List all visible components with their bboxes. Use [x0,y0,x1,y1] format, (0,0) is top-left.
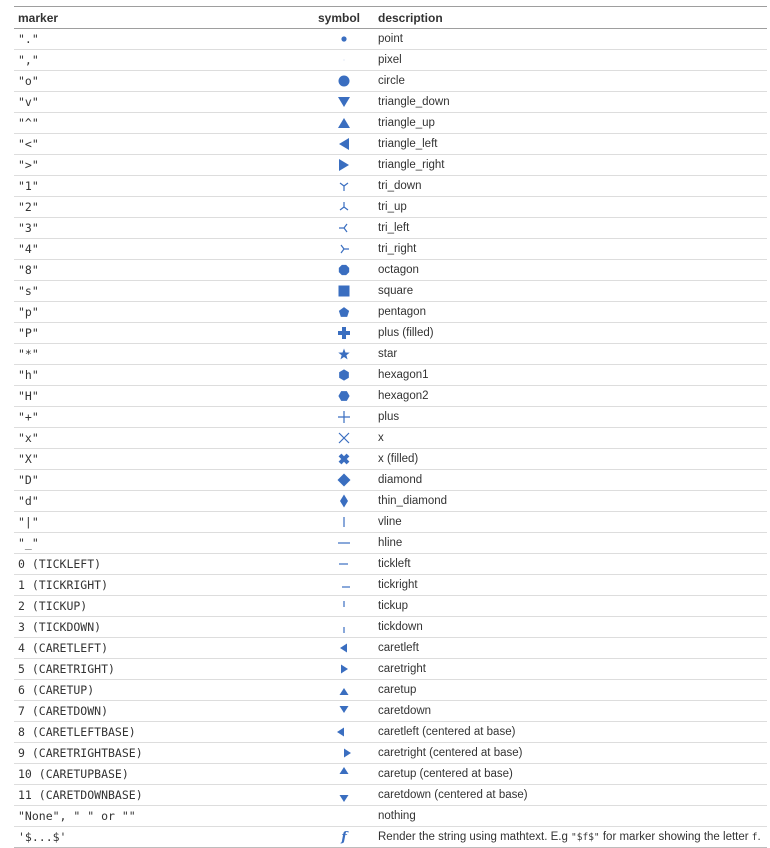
table-row [14,659,767,680]
marker-symbol [314,638,374,659]
thin-diamond-icon [336,493,352,509]
table-header-row [14,7,767,29]
marker-code: "_" [14,533,314,554]
table-row [14,638,767,659]
marker-symbol [314,386,374,407]
triangle-down-icon [336,94,352,110]
triangle-left-icon [336,136,352,152]
marker-code: 4 (CARETLEFT) [14,638,314,659]
tri-down-icon [336,178,352,194]
table-row [14,533,767,554]
diamond-icon [336,472,352,488]
table-row [14,260,767,281]
table-body [14,29,767,848]
table-row [14,302,767,323]
marker-code: "1" [14,176,314,197]
tri-right-icon [336,241,352,257]
marker-code: "d" [14,491,314,512]
marker-description: circle [374,71,767,92]
x-icon [336,430,352,446]
table-row [14,806,767,827]
marker-description: plus (filled) [374,323,767,344]
plus-icon [336,409,352,425]
marker-description: tickup [374,596,767,617]
triangle-up-icon [336,115,352,131]
marker-symbol [314,680,374,701]
marker-symbol [314,92,374,113]
table-row [14,92,767,113]
marker-symbol [314,344,374,365]
marker-code: 5 (CARETRIGHT) [14,659,314,680]
marker-symbol [314,218,374,239]
marker-code: "D" [14,470,314,491]
marker-description: caretright [374,659,767,680]
marker-code: 1 (TICKRIGHT) [14,575,314,596]
marker-description: point [374,29,767,50]
table-row [14,197,767,218]
table-row [14,491,767,512]
marker-description: star [374,344,767,365]
table-row [14,365,767,386]
marker-symbol [314,533,374,554]
marker-symbol [314,302,374,323]
marker-description: tri_left [374,218,767,239]
table-row [14,50,767,71]
plus-filled-icon [336,325,352,341]
marker-code: 11 (CARETDOWNBASE) [14,785,314,806]
table-row [14,512,767,533]
marker-description: caretdown (centered at base) [374,785,767,806]
marker-description: vline [374,512,767,533]
octagon-icon [336,262,352,278]
marker-description: pixel [374,50,767,71]
marker-description: thin_diamond [374,491,767,512]
marker-symbol [314,197,374,218]
marker-code: "H" [14,386,314,407]
marker-description: square [374,281,767,302]
caretup-icon [336,682,352,698]
marker-table [14,6,767,848]
marker-code: "o" [14,71,314,92]
marker-code: "|" [14,512,314,533]
marker-symbol [314,743,374,764]
marker-description: tri_down [374,176,767,197]
marker-code: "h" [14,365,314,386]
marker-description: octagon [374,260,767,281]
marker-code: "x" [14,428,314,449]
marker-description: hexagon1 [374,365,767,386]
marker-code: 7 (CARETDOWN) [14,701,314,722]
marker-code: "2" [14,197,314,218]
marker-symbol [314,239,374,260]
marker-description: triangle_right [374,155,767,176]
marker-code: "X" [14,449,314,470]
marker-code: 8 (CARETLEFTBASE) [14,722,314,743]
marker-code: "+" [14,407,314,428]
marker-symbol [314,827,374,848]
table-row [14,113,767,134]
marker-description: hline [374,533,767,554]
table-row [14,827,767,848]
marker-description: caretup (centered at base) [374,764,767,785]
table-row [14,323,767,344]
mathtext-f-icon: f [341,829,347,845]
star-icon [336,346,352,362]
point-marker-icon [336,31,352,47]
tickright-icon [336,577,352,593]
marker-symbol [314,785,374,806]
tri-left-icon [336,220,352,236]
marker-symbol [314,113,374,134]
marker-code: "<" [14,134,314,155]
table-row [14,701,767,722]
table-row [14,428,767,449]
circle-marker-icon [336,73,352,89]
description-text: . [757,831,761,843]
table-row [14,575,767,596]
header-marker: marker [14,7,314,29]
marker-description: diamond [374,470,767,491]
triangle-right-icon [336,157,352,173]
marker-symbol [314,491,374,512]
marker-description: tickleft [374,554,767,575]
marker-symbol [314,617,374,638]
marker-symbol [314,575,374,596]
marker-code: 2 (TICKUP) [14,596,314,617]
square-icon [336,283,352,299]
table-row [14,71,767,92]
table-row [14,764,767,785]
marker-code: "3" [14,218,314,239]
inline-code: "$f$" [571,832,600,843]
table-row [14,155,767,176]
marker-description: triangle_down [374,92,767,113]
marker-description: nothing [374,806,767,827]
marker-description: x (filled) [374,449,767,470]
hexagon1-icon [336,367,352,383]
marker-code: "*" [14,344,314,365]
marker-symbol [314,29,374,50]
marker-symbol [314,512,374,533]
marker-symbol [314,701,374,722]
marker-description: caretleft (centered at base) [374,722,767,743]
marker-description: caretleft [374,638,767,659]
table-row [14,134,767,155]
marker-description: caretdown [374,701,767,722]
hline-icon [336,535,352,551]
caretdown-base-icon [336,787,352,803]
marker-code: "4" [14,239,314,260]
x-filled-icon [336,451,352,467]
vline-icon [336,514,352,530]
marker-description: triangle_left [374,134,767,155]
marker-code: "P" [14,323,314,344]
marker-symbol [314,71,374,92]
marker-symbol [314,155,374,176]
marker-code: 0 (TICKLEFT) [14,554,314,575]
tickup-icon [336,598,352,614]
marker-code: "8" [14,260,314,281]
header-symbol: symbol [314,7,374,29]
tickleft-icon [336,556,352,572]
marker-symbol [314,470,374,491]
marker-code: "." [14,29,314,50]
marker-symbol [314,554,374,575]
table-row [14,722,767,743]
marker-description: tickright [374,575,767,596]
table-row [14,785,767,806]
tickdown-icon [336,619,352,635]
hexagon2-icon [336,388,352,404]
marker-symbol [314,407,374,428]
marker-symbol [314,134,374,155]
table-row [14,470,767,491]
header-description: description [374,7,767,29]
description-text: Render the string using mathtext. E.g [378,831,572,843]
table-row [14,449,767,470]
marker-symbol [314,260,374,281]
marker-description: x [374,428,767,449]
marker-symbol [314,659,374,680]
table-row [14,281,767,302]
table-row [14,617,767,638]
table-row [14,344,767,365]
tri-up-icon [336,199,352,215]
marker-code: "p" [14,302,314,323]
marker-description: hexagon2 [374,386,767,407]
marker-symbol [314,281,374,302]
caretleft-base-icon [336,724,352,740]
marker-description [374,827,767,848]
marker-code: ">" [14,155,314,176]
marker-symbol [314,722,374,743]
caretup-base-icon [336,766,352,782]
marker-description: plus [374,407,767,428]
marker-description: tickdown [374,617,767,638]
marker-code: "v" [14,92,314,113]
table-row [14,407,767,428]
pixel-marker-icon [336,52,352,68]
marker-symbol [314,365,374,386]
marker-symbol [314,596,374,617]
marker-symbol [314,764,374,785]
table-row [14,554,767,575]
table-row [14,680,767,701]
pentagon-icon [336,304,352,320]
marker-code: "s" [14,281,314,302]
marker-code: 3 (TICKDOWN) [14,617,314,638]
table-row [14,596,767,617]
caretleft-icon [336,640,352,656]
marker-code: '$...$' [14,827,314,848]
marker-code: "," [14,50,314,71]
table-row [14,386,767,407]
table-row [14,218,767,239]
marker-symbol [314,806,374,827]
marker-code: 6 (CARETUP) [14,680,314,701]
marker-description: caretup [374,680,767,701]
description-text: for marker showing the letter [599,831,752,843]
table-row [14,29,767,50]
inline-code: f [751,832,758,843]
marker-symbol [314,176,374,197]
marker-symbol [314,50,374,71]
marker-code: "None", " " or "" [14,806,314,827]
marker-description: tri_right [374,239,767,260]
marker-description: triangle_up [374,113,767,134]
marker-symbol [314,428,374,449]
marker-description: tri_up [374,197,767,218]
table-row [14,743,767,764]
caretright-base-icon [336,745,352,761]
table-row [14,176,767,197]
marker-description: pentagon [374,302,767,323]
table-row [14,239,767,260]
marker-description: caretright (centered at base) [374,743,767,764]
marker-symbol [314,323,374,344]
caretright-icon [336,661,352,677]
marker-code: "^" [14,113,314,134]
marker-code: 9 (CARETRIGHTBASE) [14,743,314,764]
marker-code: 10 (CARETUPBASE) [14,764,314,785]
marker-symbol [314,449,374,470]
caretdown-icon [336,703,352,719]
